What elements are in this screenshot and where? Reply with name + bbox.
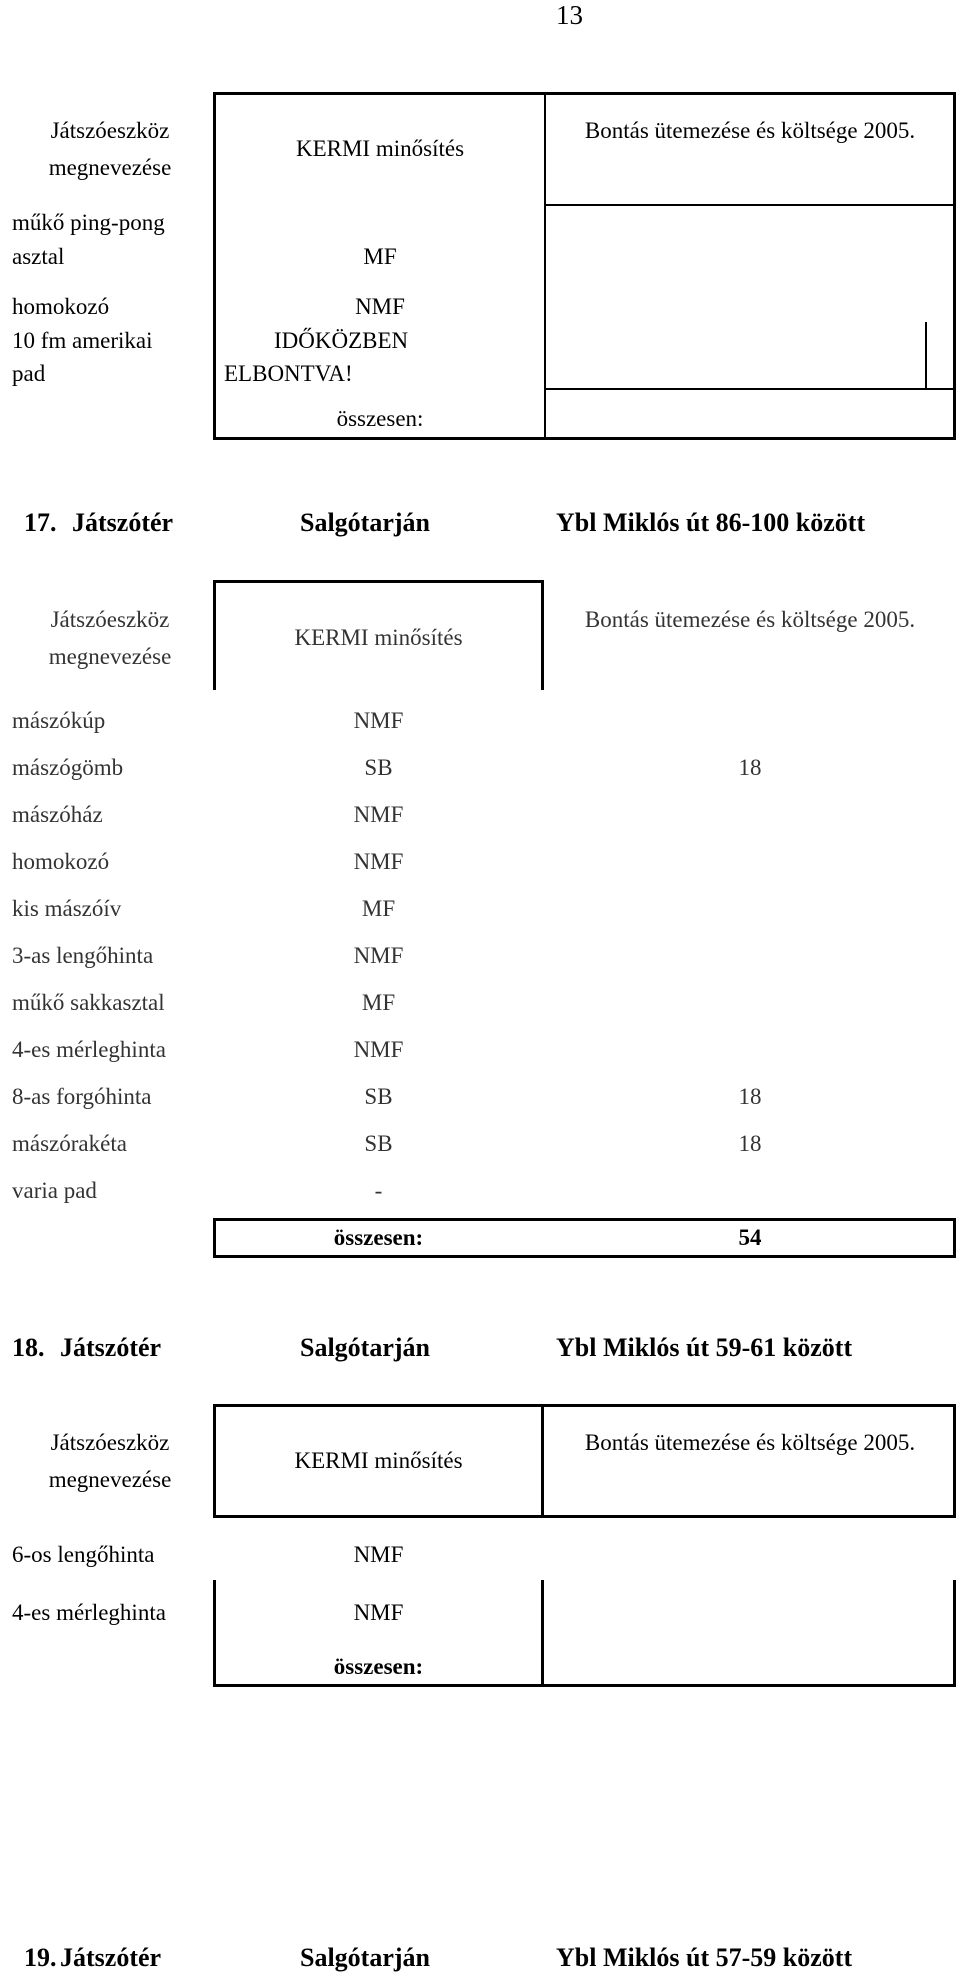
- table-3-top-border: [213, 1404, 956, 1407]
- table-2-row-1-name: mászókúp: [12, 708, 106, 733]
- table-1-total-label: összesen:: [336, 406, 424, 431]
- section-18-city: Salgótarján: [300, 1333, 430, 1362]
- table-2-row-10-kermi: SB: [364, 1131, 393, 1156]
- section-19-title: Játszótér: [60, 1943, 162, 1972]
- table-1-row-1-kermi: MF: [363, 244, 397, 269]
- table-1-row-3-kermi-line1: IDŐKÖZBEN: [274, 328, 409, 353]
- section-17-city: Salgótarján: [300, 508, 430, 537]
- table-2-top-border-left: [213, 580, 543, 583]
- table-2-row-8-name: 4-es mérleghinta: [12, 1037, 166, 1062]
- table-2-row-11-name: varia pad: [12, 1178, 97, 1203]
- table-2-row-7-name: műkő sakkasztal: [12, 990, 165, 1015]
- section-17-number: 17.: [24, 508, 57, 537]
- table-3-header-kermi: KERMI minősítés: [294, 1448, 463, 1473]
- table-2-row-6-name: 3-as lengőhinta: [12, 943, 154, 968]
- table-2-row-2-name: mászógömb: [12, 755, 124, 780]
- table-3-total-right-border: [953, 1580, 956, 1687]
- table-3-header-bontas: Bontás ütemezése és költsége 2005.: [584, 1430, 916, 1455]
- table-3-header-bottom: [213, 1515, 956, 1518]
- table-1-row-1-name-line2: asztal: [12, 244, 65, 269]
- table-2-header-kermi: KERMI minősítés: [294, 625, 463, 650]
- table-3-row-2-kermi: NMF: [353, 1600, 404, 1625]
- table-2-row-10-name: mászórakéta: [12, 1131, 127, 1156]
- section-19-number: 19.: [24, 1943, 57, 1972]
- table-2-header-bontas: Bontás ütemezése és költsége 2005.: [584, 607, 916, 632]
- table-3-total-col-divider: [541, 1580, 544, 1687]
- table-2-row-3-name: mászóház: [12, 802, 103, 827]
- section-18-number: 18.: [12, 1333, 45, 1362]
- table-1-row-3-name-line1: 10 fm amerikai: [12, 328, 153, 353]
- table-2-col-divider: [541, 580, 544, 690]
- table-2-row-11-kermi: -: [374, 1178, 383, 1203]
- table-2-row-9-cost: 18: [738, 1084, 762, 1109]
- table-1-header-kermi: KERMI minősítés: [295, 136, 465, 161]
- section-17-title: Játszótér: [72, 508, 174, 537]
- table-2-row-4-name: homokozó: [12, 849, 110, 874]
- section-19-city: Salgótarján: [300, 1943, 430, 1972]
- table-1-row-3-kermi-line2: ELBONTVA!: [224, 361, 353, 386]
- table-2-total-right-border: [953, 1218, 956, 1258]
- table-3-row-2-name: 4-es mérleghinta: [12, 1600, 166, 1625]
- table-2-header-name: Játszóeszköz megnevezése: [48, 607, 172, 669]
- table-1-bottom-border: [213, 437, 956, 440]
- table-2-row-9-kermi: SB: [364, 1084, 393, 1109]
- table-2-row-2-cost: 18: [738, 755, 762, 780]
- table-3-col-divider: [541, 1404, 544, 1518]
- table-1-header-divider: [544, 204, 956, 206]
- table-2-row-5-name: kis mászóív: [12, 896, 122, 921]
- page-number: 13: [556, 0, 583, 30]
- section-17-address: Ybl Miklós út 86-100 között: [556, 508, 866, 537]
- table-2-total-label: összesen:: [333, 1225, 424, 1250]
- table-1-header-bontas: Bontás ütemezése és költsége 2005.: [584, 118, 916, 143]
- table-2-row-6-kermi: NMF: [353, 943, 404, 968]
- table-2-row-5-kermi: MF: [361, 896, 396, 921]
- section-18-title: Játszótér: [60, 1333, 162, 1362]
- table-1-header-name: Játszóeszköz megnevezése: [48, 118, 172, 180]
- table-3-row-1-name: 6-os lengőhinta: [12, 1542, 155, 1567]
- table-2-row-7-kermi: MF: [361, 990, 396, 1015]
- section-19-address: Ybl Miklós út 57-59 között: [556, 1943, 853, 1972]
- table-3-total-label: összesen:: [333, 1654, 424, 1679]
- table-1-row-2-name: homokozó: [12, 294, 110, 319]
- table-2-total-value: 54: [738, 1225, 762, 1250]
- table-2-row-3-kermi: NMF: [353, 802, 404, 827]
- table-2-row-1-kermi: NMF: [353, 708, 404, 733]
- table-2-row-8-kermi: NMF: [353, 1037, 404, 1062]
- table-1-row-1-name-line1: műkő ping-pong: [12, 210, 165, 235]
- table-1-row-2-kermi: NMF: [355, 294, 405, 319]
- table-1-top-border: [213, 92, 956, 95]
- table-2-row-4-kermi: NMF: [353, 849, 404, 874]
- table-2-row-2-kermi: SB: [364, 755, 393, 780]
- table-2-row-10-cost: 18: [738, 1131, 762, 1156]
- section-18-address: Ybl Miklós út 59-61 között: [556, 1333, 853, 1362]
- table-1-row-3-name-line2: pad: [12, 361, 46, 386]
- table-2-row-9-name: 8-as forgóhinta: [12, 1084, 152, 1109]
- table-3-right-border: [953, 1404, 956, 1518]
- table-1-small-divider: [925, 322, 927, 388]
- table-3-header-name: Játszóeszköz megnevezése: [48, 1430, 172, 1492]
- table-3-row-1-kermi: NMF: [353, 1542, 404, 1567]
- table-1-total-divider: [544, 388, 956, 390]
